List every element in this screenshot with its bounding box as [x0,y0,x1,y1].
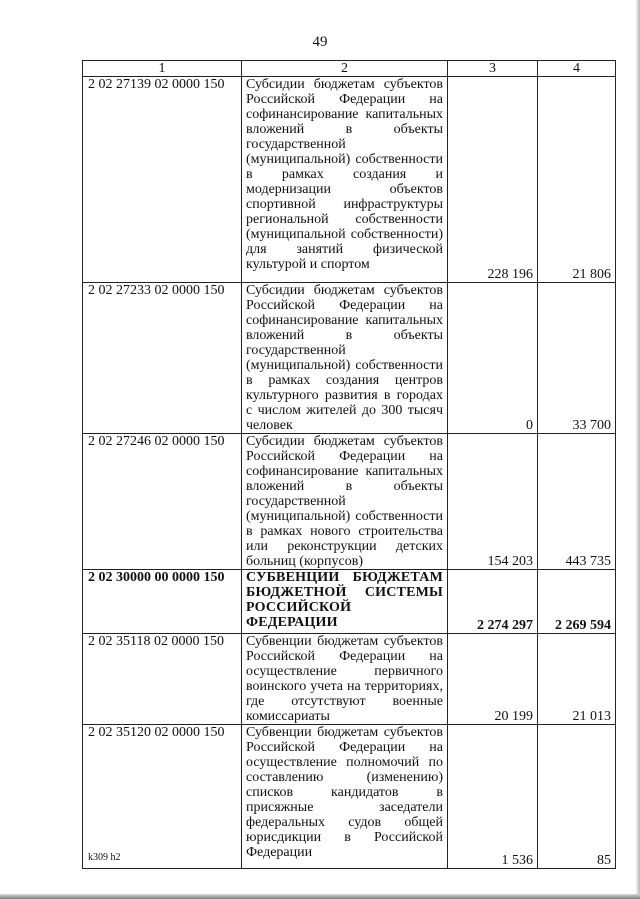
table-row [83,283,616,434]
row-code: 2 02 27246 02 0000 150 [83,434,242,570]
table-header-row [83,61,616,77]
row-name: СУБВЕНЦИИ БЮДЖЕТАМ БЮДЖЕТНОЙ СИСТЕМЫ РОССИЙСКОЙ ФЕДЕРАЦИИ [242,570,448,634]
row-name: Субсидии бюджетам субъектов Российской Федерации на софинансирование капитальных вложений в объекты государственной (муниципальной) собственности в рамках нового строительства или реконструкции детских больниц (корпусов) [242,434,448,570]
row-value-1: 20 199 [448,634,538,725]
budget-table [82,60,616,869]
header-cell-code: 1 [83,61,242,77]
row-value-2: 2 269 594 [538,570,616,634]
row-name: Субвенции бюджетам субъектов Российской Федерации на осуществление полномочий по составлению (изменению) списков кандидатов в присяжные заседатели федеральных судов общей юрисдикции в Российской Федерации [242,725,448,869]
row-value-1: 1 536 [448,725,538,869]
row-code: 2 02 35118 02 0000 150 [83,634,242,725]
header-cell-name: 2 [242,61,448,77]
row-code: 2 02 27139 02 0000 150 [83,77,242,283]
footer-document-code: k309 h2 [88,852,121,863]
row-name: Субсидии бюджетам субъектов Российской Федерации на софинансирование капитальных вложений в объекты государственной (муниципальной) собственности в рамках создания центров культурного развития в городах с числом жителей до 300 тысяч человек [242,283,448,434]
row-value-2: 85 [538,725,616,869]
row-code: 2 02 35120 02 0000 150 [83,725,242,869]
table-row [83,434,616,570]
row-value-2: 33 700 [538,283,616,434]
header-cell-value-1: 3 [448,61,538,77]
table-row [83,77,616,283]
row-value-1: 2 274 297 [448,570,538,634]
row-value-1: 154 203 [448,434,538,570]
scan-edge-bottom [0,894,640,899]
table-row [83,725,616,869]
table-row-section-total [83,570,616,634]
row-value-1: 0 [448,283,538,434]
page-number: 49 [312,34,328,50]
row-value-2: 21 806 [538,77,616,283]
row-code: 2 02 30000 00 0000 150 [83,570,242,634]
row-name: Субвенции бюджетам субъектов Российской Федерации на осуществление первичного воинского учета на территориях, где отсутствуют военные комиссариаты [242,634,448,725]
row-value-2: 443 735 [538,434,616,570]
row-code: 2 02 27233 02 0000 150 [83,283,242,434]
row-value-1: 228 196 [448,77,538,283]
header-cell-value-2: 4 [538,61,616,77]
table-row [83,634,616,725]
scan-edge-right [636,0,640,899]
row-value-2: 21 013 [538,634,616,725]
row-name: Субсидии бюджетам субъектов Российской Федерации на софинансирование капитальных вложений в объекты государственной (муниципальной) собственности в рамках создания и модернизации объектов спортивной инфраструктуры региональной собственности (муниципальной собственности) для занятий физической культурой и спортом [242,77,448,283]
